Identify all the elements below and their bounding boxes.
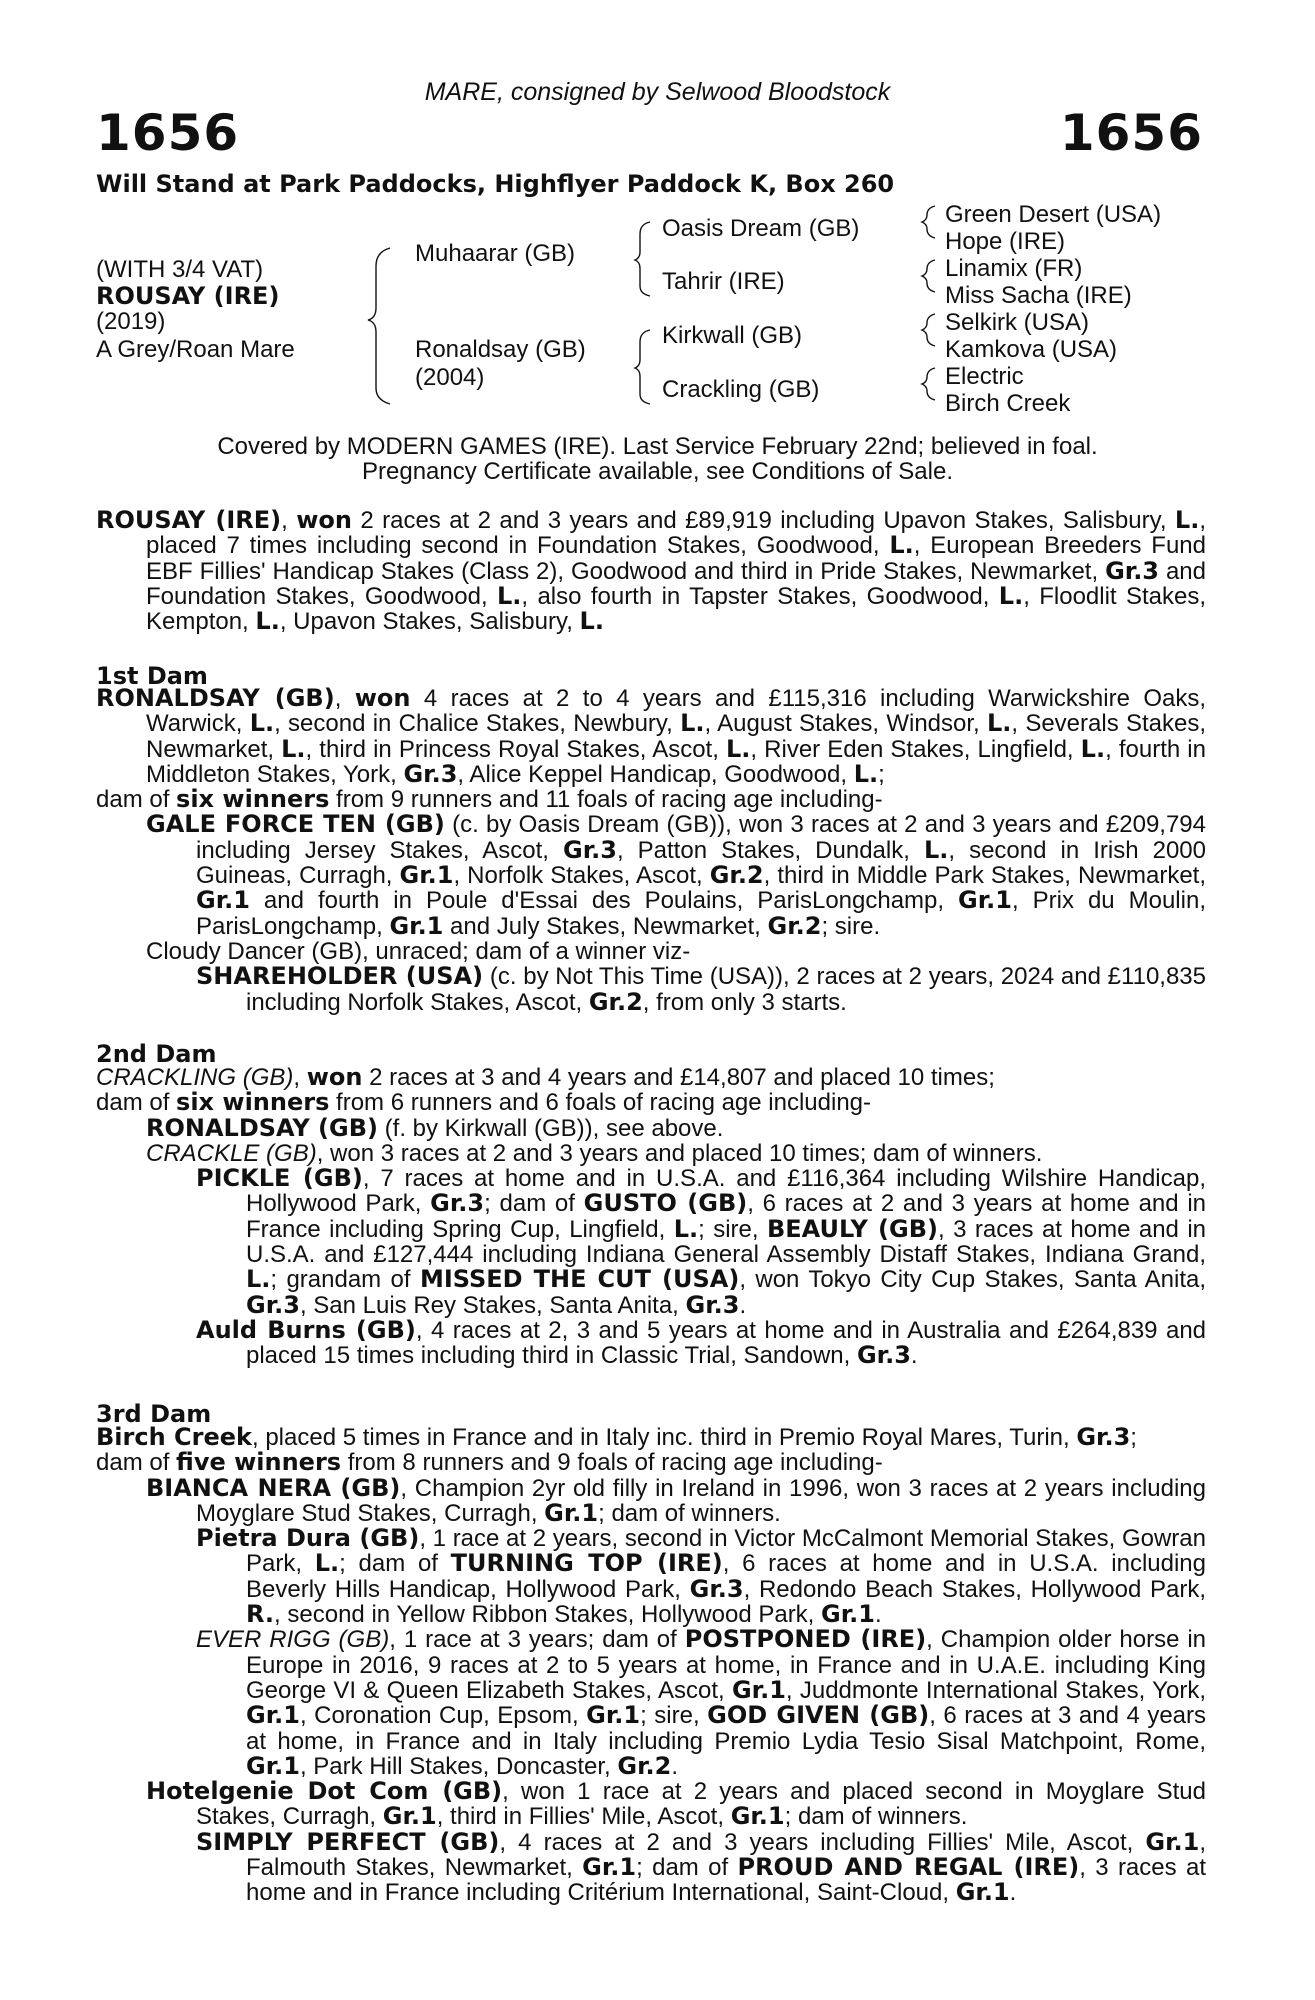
lot-number-right: 1656 <box>1059 104 1203 162</box>
pedigree-brackets <box>0 0 1315 430</box>
ggp-1: Green Desert (USA) <box>945 201 1162 228</box>
auld-burns-record: Auld Burns (GB), 4 races at 2, 3 and 5 years at home and in Australia and £264,839 and placed 15 times including third in Classic Trial, Sandown, Gr.3. <box>196 1315 1207 1370</box>
pietra-record: Pietra Dura (GB), 1 race at 2 years, second in Victor McCalmont Memorial Stakes, Gowran Park, L.; dam of TURNING TOP (IRE), 6 races at home and in U.S.A. including Beverly Hills Handicap, Hollywood Park, Gr.3, Redondo Beach Stakes, Hollywood Park, R., second in Yellow Ribbon Stakes, Hollywood Park, Gr.1. <box>196 1524 1207 1629</box>
dam-dam: Crackling (GB) <box>662 376 820 403</box>
pickle-record: PICKLE (GB), 7 races at home and in U.S.A. and £116,364 including Wilshire Handicap, Hollywood Park, Gr.3; dam of GUSTO (GB), 6 races at 2 and 3 years at home and in France including Spring Cup, Lingfield, L.; sire, BEAULY (GB), 3 races at home and in U.S.A. and £127,444 including Indiana General Assembly Distaff Stakes, Indiana Grand, L.; grandam of MISSED THE CUT (USA), won Tokyo City Cup Stakes, Santa Anita, Gr.3, San Luis Rey Stakes, Santa Anita, Gr.3. <box>196 1164 1207 1319</box>
galeforce-record: GALE FORCE TEN (GB) (c. by Oasis Dream (GB)), won 3 races at 2 and 3 years and £209,794 including Jersey Stakes, Ascot, Gr.3, Patton Stakes, Dundalk, L., second in Irish 2000 Guineas, Curragh, Gr.1, Norfolk Stakes, Ascot, Gr.2, third in Middle Park Stakes, Newmarket, Gr.1 and fourth in Poule d'Essai des Poulains, ParisLongchamp, Gr.1, Prix du Moulin, ParisLongchamp, Gr.1 and July Stakes, Newmarket, Gr.2; sire. <box>146 810 1207 940</box>
ggp-6: Kamkova (USA) <box>945 336 1118 363</box>
cloudy-record: Cloudy Dancer (GB), unraced; dam of a winner viz- <box>146 937 691 965</box>
birch-creek-record: Birch Creek, placed 5 times in France and in Italy inc. third in Premio Royal Mares, Turin, Gr.3; <box>96 1423 1137 1451</box>
birch-produce-note: dam of five winners from 8 runners and 9 foals of racing age including- <box>96 1448 883 1477</box>
ever-rigg-record: EVER RIGG (GB), 1 race at 3 years; dam of POSTPONED (IRE), Champion older horse in Europe in 2016, 9 races at 2 to 5 years at home, in France and in U.A.E. including King George VI & Queen Elizabeth Stakes, Ascot, Gr.1, Juddmonte International Stakes, York, Gr.1, Coronation Cup, Epsom, Gr.1; sire, GOD GIVEN (GB), 6 races at 3 and 4 years at home, in France and in Italy including Premio Lydia Tesio Sisal Matchpoint, Rome, Gr.1, Park Hill Stakes, Doncaster, Gr.2. <box>196 1625 1207 1780</box>
simply-perfect-record: SIMPLY PERFECT (GB), 4 races at 2 and 3 years including Fillies' Mile, Ascot, Gr.1, Falmouth Stakes, Newmarket, Gr.1; dam of PROUD AND REGAL (IRE), 3 races at home and in France including Critérium International, Saint-Cloud, Gr.1. <box>196 1827 1207 1907</box>
location-line: Will Stand at Park Paddocks, Highflyer Paddock K, Box 260 <box>96 170 895 198</box>
ggp-2: Hope (IRE) <box>945 228 1066 255</box>
rousay-name: ROUSAY (IRE) <box>96 506 282 534</box>
hotelgenie-record: Hotelgenie Dot Com (GB), won 1 race at 2 years and placed second in Moyglare Stud Stakes, Curragh, Gr.1, third in Fillies' Mile, Ascot, Gr.1; dam of winners. <box>146 1777 1206 1831</box>
crackling-record: CRACKLING (GB), won 2 races at 3 and 4 years and £14,807 and placed 10 times; <box>96 1063 995 1091</box>
ggp-3: Linamix (FR) <box>945 255 1083 282</box>
horse-description: A Grey/Roan Mare <box>96 336 295 363</box>
ggp-5: Selkirk (USA) <box>945 309 1090 336</box>
dam: Ronaldsay (GB) <box>415 336 586 363</box>
first-dam-section <box>96 686 1206 1015</box>
won-label: won <box>296 506 352 534</box>
ronaldsay-ref: RONALDSAY (GB) (f. by Kirkwall (GB)), see above. <box>146 1113 724 1142</box>
covered-line-1: Covered by MODERN GAMES (IRE). Last Service February 22nd; believed in foal. <box>217 433 1098 460</box>
vat-note: (WITH 3/4 VAT) <box>96 256 264 283</box>
ggp-4: Miss Sacha (IRE) <box>945 282 1132 309</box>
horse-name: ROUSAY (IRE) <box>96 282 280 310</box>
bianca-record: BIANCA NERA (GB), Champion 2yr old filly in Ireland in 1996, won 3 races at 2 years including Moyglare Stud Stakes, Curragh, Gr.1; dam of winners. <box>146 1473 1207 1527</box>
second-dam-heading: 2nd Dam <box>96 1040 217 1068</box>
sire: Muhaarar (GB) <box>415 240 576 267</box>
crackle-record: CRACKLE (GB), won 3 races at 2 and 3 years and placed 10 times; dam of winners. <box>146 1139 1043 1167</box>
ggp-8: Birch Creek <box>945 390 1071 417</box>
sire-sire: Oasis Dream (GB) <box>662 215 860 242</box>
second-dam-section <box>96 1065 1206 1369</box>
ronaldsay-produce-note: dam of six winners from 9 runners and 11 foals of racing age including- <box>96 785 883 814</box>
crackling-produce-note: dam of six winners from 6 runners and 6 foals of racing age including- <box>96 1088 872 1117</box>
covered-line-2: Pregnancy Certificate available, see Conditions of Sale. <box>362 458 953 485</box>
sire-dam: Tahrir (IRE) <box>662 268 785 295</box>
ggp-7: Electric <box>945 363 1024 390</box>
third-dam-heading: 3rd Dam <box>96 1400 212 1428</box>
third-dam-section <box>96 1425 1206 1906</box>
consignment-title: MARE, consigned by Selwood Bloodstock <box>424 78 891 106</box>
shareholder-record: SHAREHOLDER (USA) (c. by Not This Time (USA)), 2 races at 2 years, 2024 and £110,835 including Norfolk Stakes, Ascot, Gr.2, from only 3 starts. <box>196 962 1207 1016</box>
lot-number-left: 1656 <box>96 104 240 162</box>
horse-year: (2019) <box>96 308 166 335</box>
ronaldsay-record: RONALDSAY (GB), won 4 races at 2 to 4 years and £115,316 including Warwickshire Oaks, Warwick, L., second in Chalice Stakes, Newbury, L., August Stakes, Windsor, L., Severals Stakes, Newmarket, L., third in Princess Royal Stakes, Ascot, L., River Eden Stakes, Lingfield, L., fourth in Middleton Stakes, York, Gr.3, Alice Keppel Handicap, Goodwood, L.; <box>96 684 1207 788</box>
first-dam-heading: 1st Dam <box>96 662 208 690</box>
dam-year: (2004) <box>415 364 485 391</box>
dam-sire: Kirkwall (GB) <box>662 322 803 349</box>
rousay-record: ROUSAY (IRE), won 2 races at 2 and 3 years and £89,919 including Upavon Stakes, Salisbury, L., placed 7 times including second in Foundation Stakes, Goodwood, L., European Breeders Fund EBF Fillies' Handicap Stakes (Class 2), Goodwood and third in Pride Stakes, Newmarket, Gr.3 and Foundation Stakes, Goodwood, L., also fourth in Tapster Stakes, Goodwood, L., Floodlit Stakes, Kempton, L., Upavon Stakes, Salisbury, L. <box>96 506 1207 636</box>
